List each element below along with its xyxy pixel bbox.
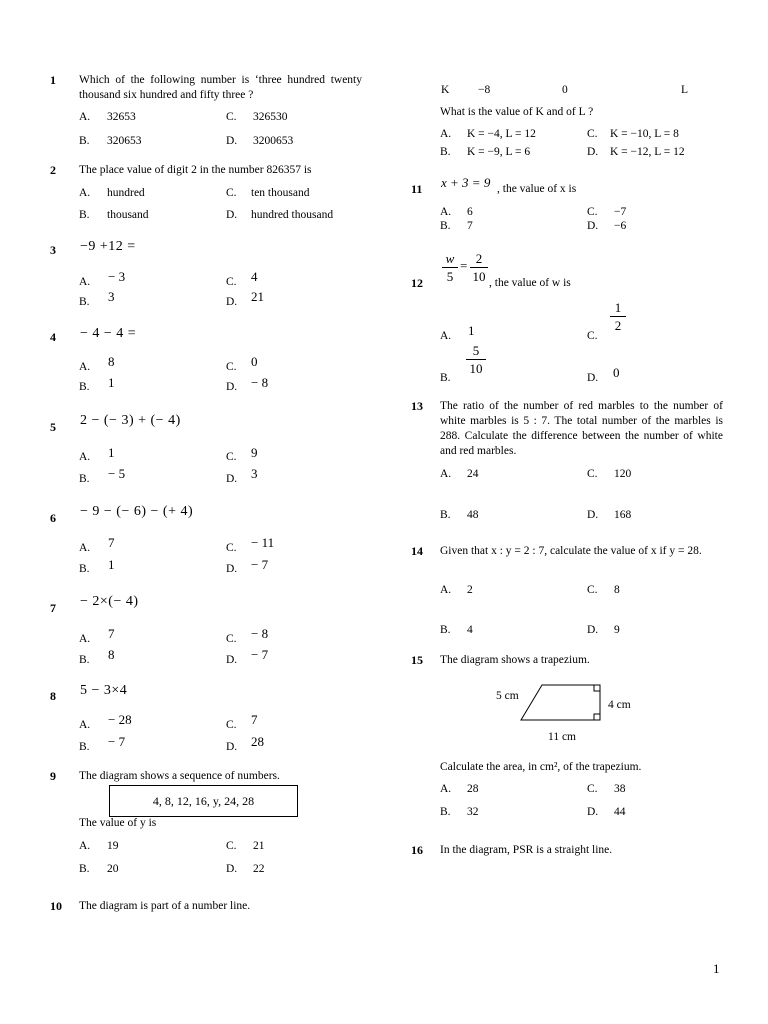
option-value: − 8 <box>251 375 269 390</box>
option-label: D. <box>587 146 599 158</box>
option-label: B. <box>440 624 451 636</box>
option-value: − 7 <box>251 647 269 662</box>
option-value: 8 <box>108 647 115 662</box>
question-number: 2 <box>50 163 56 177</box>
expression: − 4 − 4 = <box>80 326 137 341</box>
option-value: 1 <box>108 375 115 390</box>
option-label: A. <box>440 783 452 795</box>
option-value: 7 <box>467 220 473 232</box>
option-label: C. <box>226 840 237 852</box>
page-number: 1 <box>713 961 720 976</box>
option-value: 9 <box>614 624 620 636</box>
option-label: D. <box>587 220 599 232</box>
expression: − 9 − (− 6) − (+ 4) <box>80 504 194 519</box>
question-number: 13 <box>411 399 423 413</box>
option-label: D. <box>587 624 599 636</box>
question-number: 9 <box>50 769 56 783</box>
option-value: 1 <box>108 445 115 460</box>
trapezium-label-base: 11 cm <box>548 731 576 743</box>
number-line-label-zero: 0 <box>562 84 568 96</box>
fraction-w-over-5 <box>442 252 458 283</box>
question-number: 8 <box>50 689 56 703</box>
option-value: 28 <box>467 783 479 795</box>
option-value: 8 <box>108 354 115 369</box>
question-number: 4 <box>50 330 56 344</box>
option-label: D. <box>226 209 238 221</box>
option-label: A. <box>79 451 91 463</box>
option-label: A. <box>79 276 91 288</box>
option-label: B. <box>440 146 451 158</box>
option-label: A. <box>440 468 452 480</box>
option-value: 44 <box>614 806 626 818</box>
trapezium-label-slant: 5 cm <box>496 690 519 702</box>
option-value: thousand <box>107 209 149 221</box>
question-text: The diagram shows a sequence of numbers. <box>79 770 280 782</box>
option-label: D. <box>226 381 238 393</box>
question-text: Calculate the area, in cm², of the trapezium. <box>440 761 642 773</box>
option-label: D. <box>226 135 238 147</box>
option-label: A. <box>79 361 91 373</box>
expression: −9 +12 = <box>80 239 136 254</box>
question-number: 10 <box>50 899 62 913</box>
option-value: 7 <box>251 712 258 727</box>
numerator: 1 <box>614 300 622 315</box>
option-value: K = −9, L = 6 <box>467 146 531 158</box>
question-number: 15 <box>411 653 423 667</box>
option-value: K = −4, L = 12 <box>467 128 536 140</box>
option-value: 28 <box>251 734 264 749</box>
question-number: 3 <box>50 243 56 257</box>
question-text: , the value of x is <box>497 183 577 195</box>
question-number: 14 <box>411 544 423 558</box>
option-value: K = −10, L = 8 <box>610 128 679 140</box>
option-label: B. <box>79 654 90 666</box>
option-value: 326530 <box>253 111 288 123</box>
option-value: 38 <box>614 783 626 795</box>
option-value: 0 <box>251 354 258 369</box>
option-label: C. <box>587 128 598 140</box>
option-label: C. <box>587 206 598 218</box>
trapezium-diagram <box>520 682 605 724</box>
option-label: A. <box>79 111 91 123</box>
option-value: ten thousand <box>251 187 310 199</box>
option-label: B. <box>440 220 451 232</box>
number-line-label-k: K <box>441 84 450 96</box>
option-label: C. <box>226 451 237 463</box>
question-number: 16 <box>411 843 423 857</box>
option-label: D. <box>226 296 238 308</box>
option-label: C. <box>226 187 237 199</box>
option-label: C. <box>587 330 598 342</box>
option-label: B. <box>79 296 90 308</box>
option-value: 4 <box>251 269 258 284</box>
option-value: 19 <box>107 840 119 852</box>
question-text: The diagram shows a trapezium. <box>440 654 590 666</box>
option-label: D. <box>226 563 238 575</box>
option-value: 6 <box>467 206 473 218</box>
question-text: The ratio of the number of red marbles to the number of white marbles is 5 : 7. The total number of the marbles is 288. Calculate the difference between the number of white and red marbles. <box>440 400 723 457</box>
option-value: 120 <box>614 468 632 480</box>
equals-sign: = <box>460 258 468 273</box>
option-label: B. <box>440 806 451 818</box>
option-value: 7 <box>108 535 115 550</box>
sequence-text: 4, 8, 12, 16, y, 24, 28 <box>152 794 255 808</box>
option-value: hundred <box>107 187 145 199</box>
option-value: 2 <box>467 584 473 596</box>
option-label: A. <box>79 633 91 645</box>
question-number: 7 <box>50 601 56 615</box>
option-value: − 7 <box>251 557 269 572</box>
option-value: 1 <box>468 323 475 338</box>
option-value: 3 <box>251 466 258 481</box>
expression: 5 − 3×4 <box>80 683 128 698</box>
option-value: 21 <box>251 289 264 304</box>
question-text: The value of y is <box>79 817 157 829</box>
option-label: D. <box>226 863 238 875</box>
option-label: A. <box>440 206 452 218</box>
numerator: 5 <box>472 343 480 358</box>
option-label: C. <box>226 633 237 645</box>
option-value: 320653 <box>107 135 142 147</box>
number-line-label-l: L <box>681 84 689 96</box>
option-value: K = −12, L = 12 <box>610 146 685 158</box>
fraction-2-over-10 <box>470 252 488 283</box>
option-label: B. <box>79 741 90 753</box>
question-number: 6 <box>50 511 56 525</box>
option-label: D. <box>587 372 599 384</box>
option-value: 24 <box>467 468 479 480</box>
option-label: D. <box>587 806 599 818</box>
option-label: D. <box>226 741 238 753</box>
option-value: 20 <box>107 863 119 875</box>
option-label: A. <box>440 128 452 140</box>
option-label: A. <box>79 187 91 199</box>
sequence-box <box>109 785 298 817</box>
option-label: A. <box>79 840 91 852</box>
option-label: B. <box>79 473 90 485</box>
option-label: C. <box>226 542 237 554</box>
option-label: C. <box>587 783 598 795</box>
question-text: Which of the following number is ‘three hundred twenty thousand six hundred and fifty three ? <box>79 74 362 101</box>
option-label: C. <box>587 468 598 480</box>
numerator: 2 <box>475 251 483 266</box>
option-label: B. <box>79 381 90 393</box>
option-value-fraction <box>610 301 626 332</box>
question-number: 11 <box>411 182 423 196</box>
option-value: 21 <box>253 840 265 852</box>
numerator: w <box>445 251 455 266</box>
question-number: 5 <box>50 420 56 434</box>
option-label: A. <box>440 330 452 342</box>
denominator: 10 <box>466 359 486 375</box>
option-value: 8 <box>614 584 620 596</box>
question-number: 12 <box>411 276 423 290</box>
option-value: 3 <box>108 289 115 304</box>
option-value: −6 <box>614 220 627 232</box>
option-label: C. <box>226 111 237 123</box>
option-value: − 28 <box>108 712 132 727</box>
option-value: − 8 <box>251 626 269 641</box>
option-label: B. <box>79 135 90 147</box>
option-value: 3200653 <box>253 135 294 147</box>
option-label: A. <box>440 584 452 596</box>
option-label: A. <box>79 542 91 554</box>
option-value: 32 <box>467 806 479 818</box>
option-label: C. <box>226 276 237 288</box>
option-value-fraction <box>466 344 486 375</box>
option-label: D. <box>226 473 238 485</box>
question-text: In the diagram, PSR is a straight line. <box>440 844 613 856</box>
option-label: D. <box>587 509 599 521</box>
option-value: 1 <box>108 557 115 572</box>
option-label: B. <box>79 563 90 575</box>
option-label: A. <box>79 719 91 731</box>
denominator: 2 <box>610 316 626 332</box>
expression: − 2×(− 4) <box>80 594 139 609</box>
option-value: 0 <box>613 365 620 380</box>
option-value: −7 <box>614 206 627 218</box>
equation: x + 3 = 9 <box>441 175 491 190</box>
option-value: 9 <box>251 445 258 460</box>
denominator: 10 <box>470 267 488 283</box>
option-label: C. <box>226 361 237 373</box>
option-label: D. <box>226 654 238 666</box>
option-label: B. <box>79 863 90 875</box>
option-value: 32653 <box>107 111 136 123</box>
option-label: C. <box>587 584 598 596</box>
option-value: 168 <box>614 509 632 521</box>
option-value: 4 <box>467 624 473 636</box>
option-value: 48 <box>467 509 479 521</box>
option-value: 7 <box>108 626 115 641</box>
option-value: − 3 <box>108 269 126 284</box>
question-text: Given that x : y = 2 : 7, calculate the value of x if y = 28. <box>440 545 702 557</box>
question-text: The place value of digit 2 in the number 826357 is <box>79 164 312 176</box>
option-label: B. <box>440 509 451 521</box>
trapezium-label-height: 4 cm <box>608 699 631 711</box>
option-value: − 5 <box>108 466 126 481</box>
option-label: B. <box>440 372 451 384</box>
question-text: What is the value of K and of L ? <box>440 106 594 118</box>
denominator: 5 <box>442 267 458 283</box>
option-label: B. <box>79 209 90 221</box>
number-line-label-minus8: −8 <box>478 84 491 96</box>
question-text: , the value of w is <box>489 277 571 289</box>
question-text: The diagram is part of a number line. <box>79 900 251 912</box>
option-value: hundred thousand <box>251 209 334 221</box>
option-label: C. <box>226 719 237 731</box>
option-value: 22 <box>253 863 265 875</box>
question-number: 1 <box>50 73 56 87</box>
option-value: − 7 <box>108 734 126 749</box>
expression: 2 − (− 3) + (− 4) <box>80 413 181 428</box>
option-value: − 11 <box>251 535 275 550</box>
